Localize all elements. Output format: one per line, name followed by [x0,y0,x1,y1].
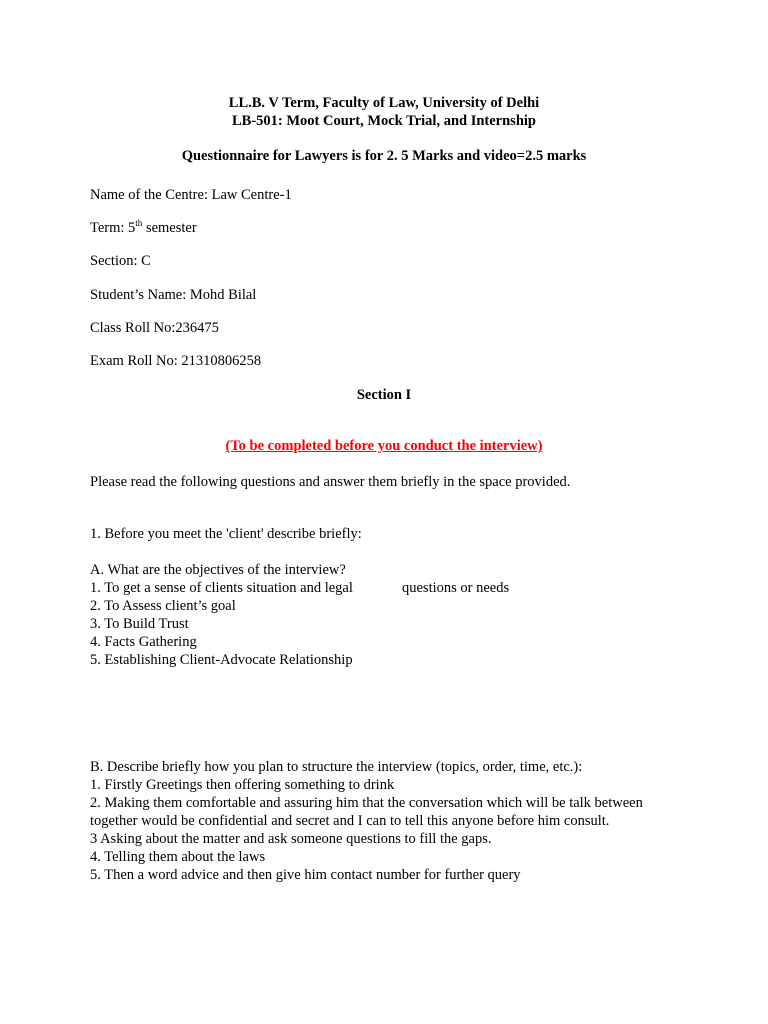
part-b-line: 3 Asking about the matter and ask someone questions to fill the gaps. [90,831,492,847]
part-a-item-1 [90,579,690,597]
red-instruction: (To be completed before you conduct the interview) [225,438,543,454]
part-b-line: together would be confidential and secret and I can to tell this anyone before him consult. [90,813,610,829]
part-a-item: 5. Establishing Client-Advocate Relationship [90,652,353,668]
part-b-line: 4. Telling them about the laws [90,849,266,865]
question-1: 1. Before you meet the 'client' describe briefly: [90,526,362,542]
section-title: Section I [356,387,412,403]
part-a-item-1-right: questions or needs [402,580,510,596]
part-a-item: 4. Facts Gathering [90,634,197,650]
class-roll-no: Class Roll No:236475 [90,320,219,336]
term-prefix: Term: 5 [90,220,136,236]
part-b-line: 2. Making them comfortable and assuring him that the conversation which will be talk between [90,795,643,811]
questionnaire-title: Questionnaire for Lawyers is for 2. 5 Marks and video=2.5 marks [181,148,587,164]
part-b-line: 1. Firstly Greetings then offering something to drink [90,777,395,793]
instruction-text: Please read the following questions and answer them briefly in the space provided. [90,474,571,490]
section-field: Section: C [90,253,151,269]
header-subject-line: LB-501: Moot Court, Mock Trial, and Internship [232,113,536,129]
term [90,219,197,237]
part-b-heading: B. Describe briefly how you plan to structure the interview (topics, order, time, etc.): [90,759,583,775]
part-a-item: 3. To Build Trust [90,616,189,632]
student-name: Student’s Name: Mohd Bilal [90,287,257,303]
centre-name: Name of the Centre: Law Centre-1 [90,187,292,203]
part-a-item: 2. To Assess client’s goal [90,598,236,614]
header-course-line: LL.B. V Term, Faculty of Law, University of Delhi [228,95,540,111]
term-superscript: th [135,218,143,229]
exam-roll-no: Exam Roll No: 21310806258 [90,353,262,369]
term-suffix: semester [142,220,197,236]
part-b-line: 5. Then a word advice and then give him contact number for further query [90,867,521,883]
part-a-item-1-left: 1. To get a sense of clients situation and legal [90,580,353,596]
part-a-heading: A. What are the objectives of the interview? [90,562,346,578]
